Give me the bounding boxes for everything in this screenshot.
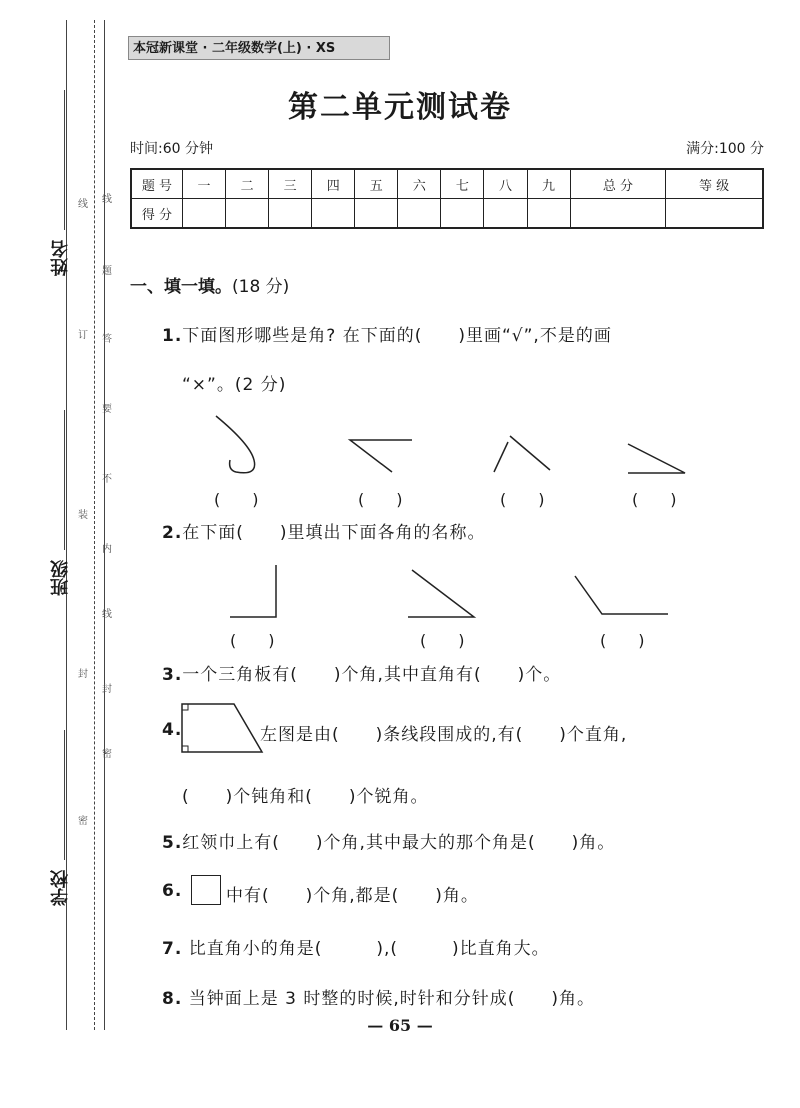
question-number: 8.: [162, 989, 183, 1009]
right-trapezoid: [182, 704, 262, 752]
score-table-cell: 六: [398, 169, 441, 199]
answer-blank[interactable]: ( ): [500, 490, 545, 509]
outer-char: 装: [78, 510, 88, 521]
question-number: 7.: [162, 939, 183, 959]
seal-char: 线: [102, 194, 112, 205]
score-table-cell: 七: [441, 169, 484, 199]
question-text: 当钟面上是 3 时整的时候,时针和分针成( )角。: [188, 989, 595, 1009]
answer-blank[interactable]: ( ): [632, 490, 677, 509]
full-score: 满分:100 分: [686, 141, 764, 157]
question-number: 4.: [162, 720, 183, 740]
time-limit: 时间:60 分钟: [130, 141, 213, 157]
section-points: (18 分): [232, 277, 290, 297]
name-label: 姓名: [50, 240, 71, 276]
outer-char: 订: [78, 330, 88, 341]
score-table-cell: 总 分: [570, 169, 666, 199]
question-1-line2: “×”。(2 分): [182, 375, 287, 395]
section-title-text: 一、填一填。: [130, 277, 232, 297]
score-table-cell: 四: [312, 169, 355, 199]
question-7: [162, 934, 550, 959]
answer-blank[interactable]: ( ): [230, 631, 275, 650]
outer-char: 线: [78, 199, 88, 210]
score-table-cell: 五: [355, 169, 398, 199]
seal-char: 线: [102, 609, 112, 620]
score-table-cell: 三: [269, 169, 312, 199]
score-table-cell: 二: [226, 169, 269, 199]
score-table-cell: 八: [484, 169, 527, 199]
question-text: 一个三角板有( )个角,其中直角有( )个。: [182, 665, 562, 685]
right-angle-mark: [182, 704, 188, 710]
seal-char: 题: [102, 266, 112, 277]
question-number: 1.: [162, 326, 183, 346]
page-number: — 65 —: [367, 1016, 433, 1035]
answer-blank[interactable]: ( ): [600, 631, 645, 650]
series-label: 本冠新课堂 · 二年级数学(上) · XS: [128, 36, 390, 60]
outer-char: 密: [78, 816, 88, 827]
question-4-line2: ( )个钝角和( )个锐角。: [182, 787, 429, 807]
outer-char: 封: [78, 669, 88, 680]
question-8: [162, 984, 595, 1009]
score-table-cell: 得 分: [131, 199, 183, 229]
question-text: 在下面( )里填出下面各角的名称。: [182, 523, 486, 543]
class-label: 班级: [50, 560, 71, 596]
square-figure: [191, 875, 221, 905]
right-angle-mark: [182, 746, 188, 752]
seal-char: 答: [102, 334, 112, 345]
answer-blank[interactable]: ( ): [358, 490, 403, 509]
question-text: 红领巾上有( )个角,其中最大的那个角是( )角。: [182, 833, 616, 853]
school-label: 学校: [50, 870, 71, 906]
seal-char: 密: [102, 749, 112, 760]
question-4: 左图是由( )条线段围成的,有( )个直角,: [260, 725, 628, 745]
score-table-cell: 等 级: [666, 169, 763, 199]
score-table-cell: 题 号: [131, 169, 183, 199]
score-table-cell: 九: [527, 169, 570, 199]
question-6: 中有( )个角,都是( )角。: [226, 886, 479, 906]
score-table-cell: 一: [183, 169, 226, 199]
question-number: 6.: [162, 881, 183, 901]
seal-char: 不: [102, 474, 112, 485]
page-title: 第二单元测试卷: [288, 90, 512, 125]
answer-blank[interactable]: ( ): [214, 490, 259, 509]
answer-blank[interactable]: ( ): [420, 631, 465, 650]
seal-char: 封: [102, 684, 112, 695]
question-number: 2.: [162, 523, 183, 543]
question-6-number: [162, 881, 182, 901]
question-text: 比直角小的角是( ),( )比直角大。: [188, 939, 550, 959]
question-text: 下面图形哪些是角? 在下面的( )里画“√”,不是的画: [182, 326, 612, 346]
question-5: [162, 828, 615, 853]
question-number: 3.: [162, 665, 183, 685]
seal-char: 内: [102, 544, 112, 555]
question-number: 5.: [162, 833, 183, 853]
seal-char: 要: [102, 404, 112, 415]
